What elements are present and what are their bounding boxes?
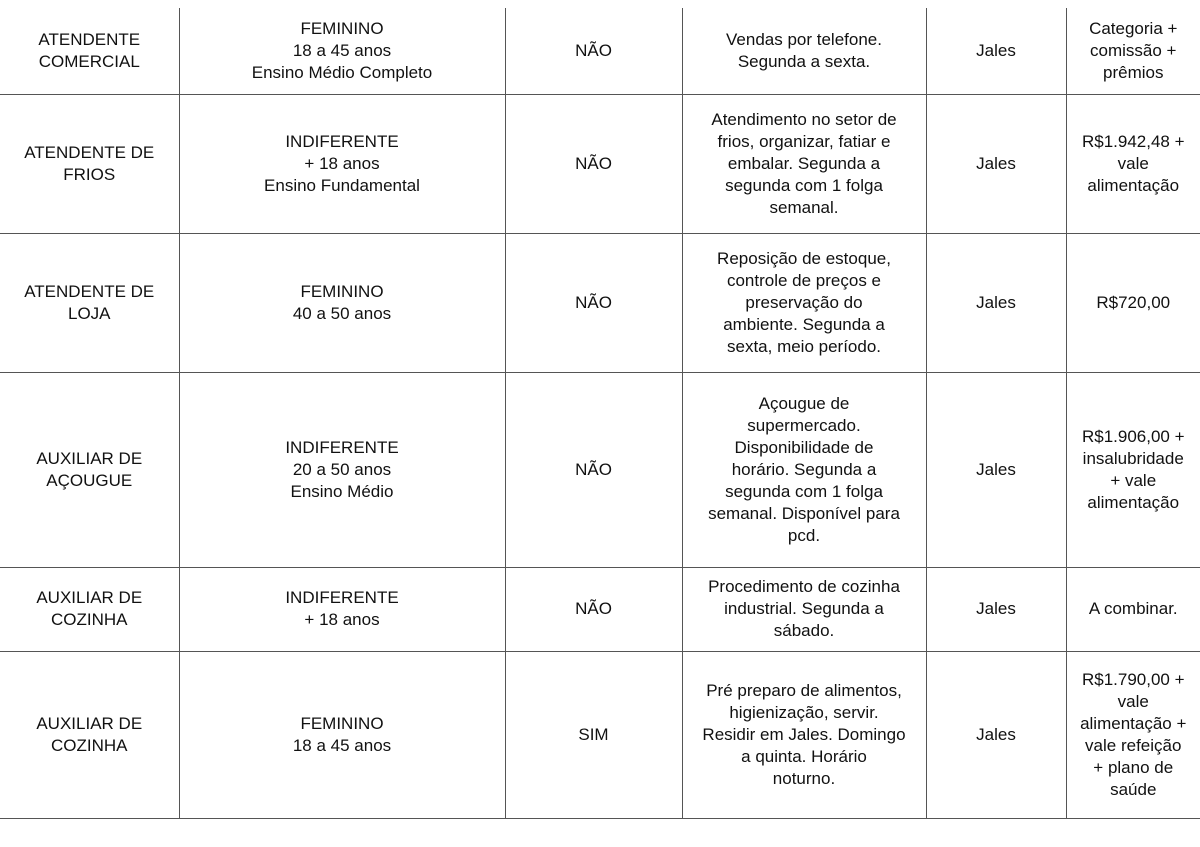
table-row: [0, 372, 1200, 567]
table-row: [0, 94, 1200, 233]
experience-cell: NÃO: [505, 372, 682, 567]
table-row: [0, 233, 1200, 372]
city-cell: Jales: [926, 8, 1066, 94]
salary-cell: R$1.942,48 + vale alimentação: [1066, 94, 1200, 233]
experience-cell: NÃO: [505, 567, 682, 651]
job-listing-table: [0, 8, 1200, 819]
experience-cell: NÃO: [505, 94, 682, 233]
job-description-cell: Procedimento de cozinha industrial. Segunda a sábado.: [682, 567, 926, 651]
city-cell: Jales: [926, 567, 1066, 651]
city-cell: Jales: [926, 372, 1066, 567]
job-description-cell: Açougue de supermercado. Disponibilidade de horário. Segunda a segunda com 1 folga semanal. Disponível para pcd.: [682, 372, 926, 567]
candidate-profile-cell: FEMININO 18 a 45 anos Ensino Médio Completo: [179, 8, 505, 94]
job-title-cell: AUXILIAR DE AÇOUGUE: [0, 372, 179, 567]
job-title-cell: AUXILIAR DE COZINHA: [0, 567, 179, 651]
salary-cell: R$1.906,00 + insalubridade + vale alimentação: [1066, 372, 1200, 567]
experience-cell: SIM: [505, 651, 682, 818]
job-listing-sheet: [0, 8, 1200, 819]
job-title-cell: AUXILIAR DE COZINHA: [0, 651, 179, 818]
table-row: [0, 8, 1200, 94]
salary-cell: Categoria + comissão + prêmios: [1066, 8, 1200, 94]
experience-cell: NÃO: [505, 8, 682, 94]
city-cell: Jales: [926, 233, 1066, 372]
candidate-profile-cell: FEMININO 40 a 50 anos: [179, 233, 505, 372]
salary-cell: R$1.790,00 + vale alimentação + vale refeição + plano de saúde: [1066, 651, 1200, 818]
job-title-cell: ATENDENTE DE FRIOS: [0, 94, 179, 233]
salary-cell: A combinar.: [1066, 567, 1200, 651]
candidate-profile-cell: INDIFERENTE + 18 anos Ensino Fundamental: [179, 94, 505, 233]
candidate-profile-cell: INDIFERENTE 20 a 50 anos Ensino Médio: [179, 372, 505, 567]
job-title-cell: ATENDENTE COMERCIAL: [0, 8, 179, 94]
candidate-profile-cell: FEMININO 18 a 45 anos: [179, 651, 505, 818]
job-description-cell: Pré preparo de alimentos, higienização, servir. Residir em Jales. Domingo a quinta. Horário noturno.: [682, 651, 926, 818]
job-description-cell: Atendimento no setor de frios, organizar, fatiar e embalar. Segunda a segunda com 1 folga semanal.: [682, 94, 926, 233]
city-cell: Jales: [926, 94, 1066, 233]
candidate-profile-cell: INDIFERENTE + 18 anos: [179, 567, 505, 651]
salary-cell: R$720,00: [1066, 233, 1200, 372]
job-description-cell: Reposição de estoque, controle de preços e preservação do ambiente. Segunda a sexta, meio período.: [682, 233, 926, 372]
table-row: [0, 651, 1200, 818]
city-cell: Jales: [926, 651, 1066, 818]
job-description-cell: Vendas por telefone. Segunda a sexta.: [682, 8, 926, 94]
table-row: [0, 567, 1200, 651]
experience-cell: NÃO: [505, 233, 682, 372]
job-title-cell: ATENDENTE DE LOJA: [0, 233, 179, 372]
